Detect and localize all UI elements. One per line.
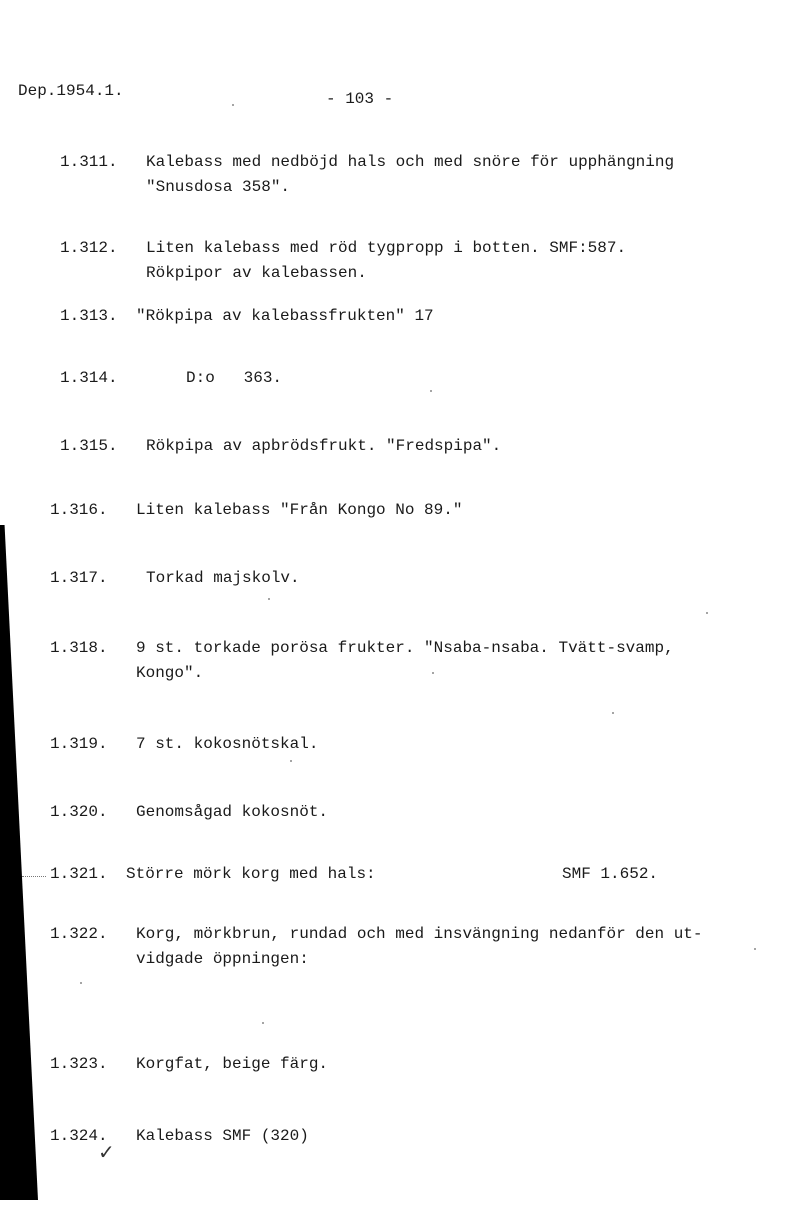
- scan-speck: [232, 104, 234, 106]
- scan-speck: [268, 598, 270, 600]
- entry-text: "Snusdosa 358".: [146, 178, 291, 196]
- entry-text: Liten kalebass "Från Kongo No 89.": [136, 501, 463, 519]
- catalog-entry: [50, 922, 703, 1047]
- entry-number: 1.313.: [60, 307, 118, 325]
- catalog-entry: [50, 1124, 309, 1224]
- entry-text: Rökpipor av kalebassen.: [146, 264, 367, 282]
- scan-speck: [754, 948, 756, 950]
- entry-text: vidgade öppningen:: [136, 950, 309, 968]
- entry-text: Korg, mörkbrun, rundad och med insvängning nedanför den ut-: [136, 925, 703, 943]
- deposit-id: Dep.1954.1.: [18, 82, 124, 100]
- entry-number: 1.317.: [50, 569, 108, 587]
- scan-speck: [432, 672, 434, 674]
- entry-text: Rökpipa av apbrödsfrukt. "Fredspipa".: [146, 437, 502, 455]
- margin-smudge: [22, 868, 46, 877]
- entry-number: 1.316.: [50, 501, 108, 519]
- entry-text: "Rökpipa av kalebassfrukten" 17: [136, 307, 434, 325]
- entry-number: 1.324.: [50, 1127, 108, 1145]
- scan-speck: [612, 712, 614, 714]
- entry-number: 1.312.: [60, 239, 118, 257]
- entry-number: 1.311.: [60, 153, 118, 171]
- entry-number: 1.322.: [50, 925, 108, 943]
- entry-text: Torkad majskolv.: [146, 569, 300, 587]
- scan-speck: [290, 760, 292, 762]
- scan-speck: [80, 982, 82, 984]
- scan-speck: [430, 390, 432, 392]
- entry-text: 7 st. kokosnötskal.: [136, 735, 319, 753]
- entry-text: Kalebass med nedböjd hals och med snöre för upphängning: [146, 153, 675, 171]
- entry-number: 1.314.: [60, 369, 118, 387]
- checkmark-icon: ✓: [98, 1140, 115, 1164]
- entry-number: 1.319.: [50, 735, 108, 753]
- scan-speck: [262, 1022, 264, 1024]
- entry-text: Kongo".: [136, 664, 204, 682]
- page-number: - 103 -: [326, 90, 394, 108]
- entry-number: 1.320.: [50, 803, 108, 821]
- entry-number: 1.315.: [60, 437, 118, 455]
- entry-reference: SMF 1.652.: [562, 865, 659, 883]
- entry-text: Genomsågad kokosnöt.: [136, 803, 329, 821]
- entry-text: Korgfat, beige färg.: [136, 1055, 329, 1073]
- entry-number: 1.318.: [50, 639, 108, 657]
- binding-shadow: [0, 525, 38, 1200]
- entry-number: 1.323.: [50, 1055, 108, 1073]
- entry-text: Större mörk korg med hals:: [126, 865, 376, 883]
- entry-number: 1.321.: [50, 865, 108, 883]
- entry-text: Liten kalebass med röd tygpropp i botten. SMF:587.: [146, 239, 627, 257]
- entry-text: Kalebass SMF (320): [136, 1127, 309, 1145]
- entry-text: 9 st. torkade porösa frukter. "Nsaba-nsaba. Tvätt-svamp,: [136, 639, 674, 657]
- entry-text: D:o 363.: [186, 369, 283, 387]
- scan-speck: [706, 612, 708, 614]
